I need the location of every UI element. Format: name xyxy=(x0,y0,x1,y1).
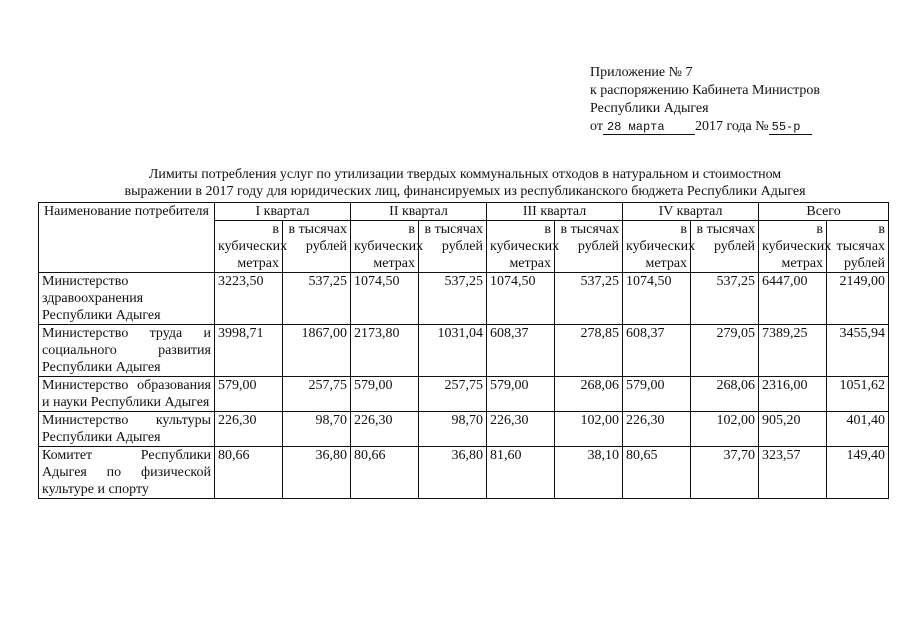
period-header-total: Всего xyxy=(759,203,889,221)
total-cost: 1051,62 xyxy=(827,377,889,412)
from-prefix: от xyxy=(590,119,603,134)
q1-cost: 1867,00 xyxy=(283,325,351,377)
q3-volume: 579,00 xyxy=(487,377,555,412)
q2-volume: 80,66 xyxy=(351,447,419,499)
q3-cost: 268,06 xyxy=(555,377,623,412)
q4-cost: 279,05 xyxy=(691,325,759,377)
total-volume: 905,20 xyxy=(759,412,827,447)
q1-volume: 3998,71 xyxy=(215,325,283,377)
consumer-name: Министерство культуры Республики Адыгея xyxy=(39,412,215,447)
period-header-q1: I квартал xyxy=(215,203,351,221)
order-date: 28 марта xyxy=(603,120,695,135)
q3-volume: 226,30 xyxy=(487,412,555,447)
q1-cost: 257,75 xyxy=(283,377,351,412)
q4-cost: 537,25 xyxy=(691,273,759,325)
q4-volume: 608,37 xyxy=(623,325,691,377)
cost-header: в тысячах рублей xyxy=(419,221,487,273)
volume-header: в кубических метрах xyxy=(623,221,691,273)
appendix-date-line xyxy=(590,118,820,136)
cost-header: в тысячах рублей xyxy=(283,221,351,273)
total-cost: 2149,00 xyxy=(827,273,889,325)
q3-volume: 608,37 xyxy=(487,325,555,377)
consumer-name: Министерство здравоохранения Республики Адыгея xyxy=(39,273,215,325)
volume-header: в кубических метрах xyxy=(759,221,827,273)
q4-cost: 102,00 xyxy=(691,412,759,447)
q4-cost: 268,06 xyxy=(691,377,759,412)
q1-volume: 3223,50 xyxy=(215,273,283,325)
total-volume: 6447,00 xyxy=(759,273,827,325)
total-cost: 149,40 xyxy=(827,447,889,499)
q1-cost: 537,25 xyxy=(283,273,351,325)
total-volume: 323,57 xyxy=(759,447,827,499)
q2-volume: 226,30 xyxy=(351,412,419,447)
period-header-q4: IV квартал xyxy=(623,203,759,221)
q2-cost: 537,25 xyxy=(419,273,487,325)
appendix-issuer: к распоряжению Кабинета Министров xyxy=(590,83,821,98)
cost-header: в тысячах рублей xyxy=(555,221,623,273)
q2-cost: 36,80 xyxy=(419,447,487,499)
q1-volume: 80,66 xyxy=(215,447,283,499)
year-text: 2017 года № xyxy=(694,119,769,134)
order-number: 55-р xyxy=(769,120,812,135)
q4-volume: 80,65 xyxy=(623,447,691,499)
q4-volume: 226,30 xyxy=(623,412,691,447)
q4-volume: 579,00 xyxy=(623,377,691,412)
q2-volume: 2173,80 xyxy=(351,325,419,377)
q1-cost: 36,80 xyxy=(283,447,351,499)
table-row xyxy=(39,447,889,499)
period-header-q3: III квартал xyxy=(487,203,623,221)
volume-header: в кубических метрах xyxy=(215,221,283,273)
q3-cost: 278,85 xyxy=(555,325,623,377)
q2-cost: 257,75 xyxy=(419,377,487,412)
cost-header: в тысячах рублей xyxy=(827,221,889,273)
appendix-header xyxy=(590,64,820,136)
document-title xyxy=(40,166,890,200)
q3-cost: 102,00 xyxy=(555,412,623,447)
q1-cost: 98,70 xyxy=(283,412,351,447)
limits-table xyxy=(38,202,889,499)
q2-cost: 1031,04 xyxy=(419,325,487,377)
q3-cost: 537,25 xyxy=(555,273,623,325)
total-cost: 3455,94 xyxy=(827,325,889,377)
q1-volume: 579,00 xyxy=(215,377,283,412)
q2-volume: 1074,50 xyxy=(351,273,419,325)
q2-cost: 98,70 xyxy=(419,412,487,447)
table-row xyxy=(39,412,889,447)
table-row xyxy=(39,377,889,412)
q4-cost: 37,70 xyxy=(691,447,759,499)
table-row xyxy=(39,325,889,377)
q1-volume: 226,30 xyxy=(215,412,283,447)
q3-volume: 81,60 xyxy=(487,447,555,499)
table-row xyxy=(39,273,889,325)
consumer-name: Комитет Республики Адыгея по физической культуре и спорту xyxy=(39,447,215,499)
appendix-region: Республики Адыгея xyxy=(590,101,709,116)
q2-volume: 579,00 xyxy=(351,377,419,412)
consumer-name: Министерство труда и социального развития Республики Адыгея xyxy=(39,325,215,377)
total-volume: 7389,25 xyxy=(759,325,827,377)
q4-volume: 1074,50 xyxy=(623,273,691,325)
consumer-name-header: Наименование потребителя xyxy=(39,203,215,273)
q3-volume: 1074,50 xyxy=(487,273,555,325)
period-header-q2: II квартал xyxy=(351,203,487,221)
title-line-1: Лимиты потребления услуг по утилизации твердых коммунальных отходов в натуральном и стоимостном xyxy=(148,167,782,182)
total-cost: 401,40 xyxy=(827,412,889,447)
volume-header: в кубических метрах xyxy=(487,221,555,273)
q3-cost: 38,10 xyxy=(555,447,623,499)
total-volume: 2316,00 xyxy=(759,377,827,412)
consumer-name: Министерство образования и науки Республики Адыгея xyxy=(39,377,215,412)
cost-header: в тысячах рублей xyxy=(691,221,759,273)
volume-header: в кубических метрах xyxy=(351,221,419,273)
title-line-2: выражении в 2017 году для юридических лиц, финансируемых из республиканского бюджета Республики Адыгея xyxy=(124,184,806,199)
appendix-title: Приложение № 7 xyxy=(590,65,693,80)
